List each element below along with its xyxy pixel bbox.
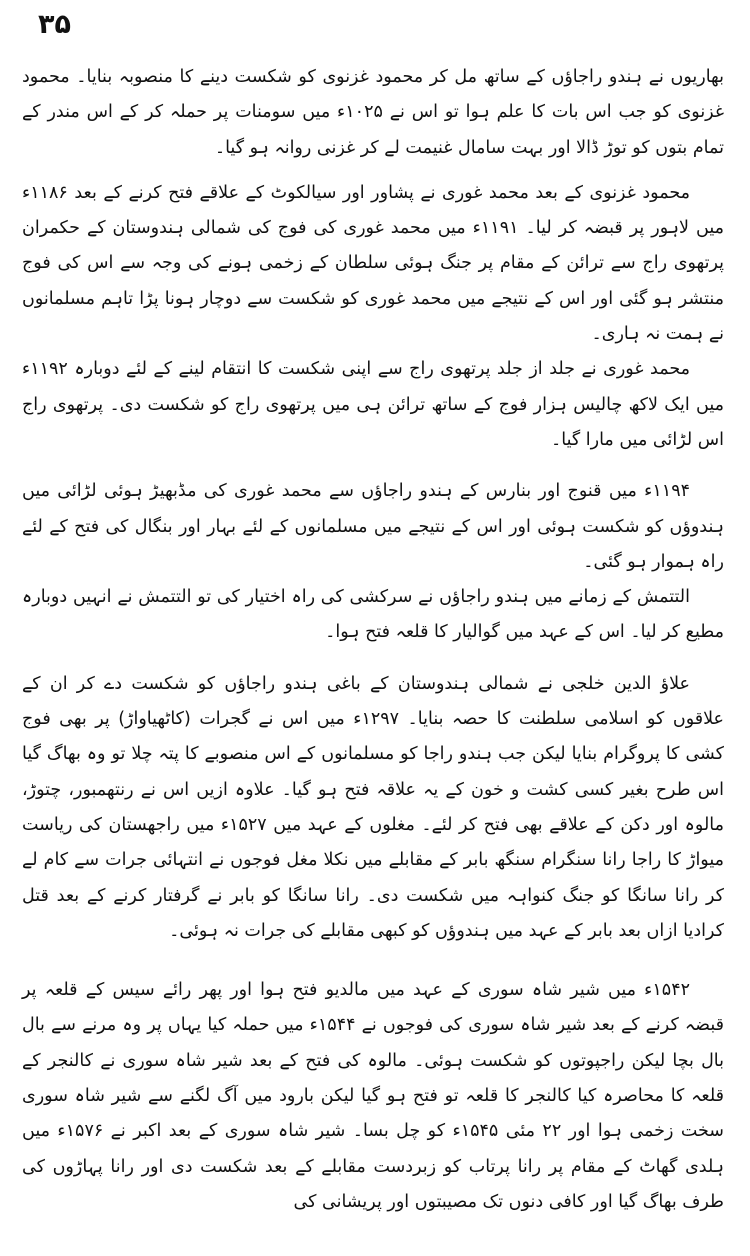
page-body <box>22 60 724 1220</box>
paragraph-ghori-tarain: محمود غزنوی کے بعد محمد غوری نے پشاور اور سیالکوٹ کے علاقے فتح کرنے کے بعد ۱۱۸۶ء میں لاہور پر قبضہ کر لیا۔ ۱۱۹۱ء میں محمد غوری کی فوج کی شمالی ہندوستان کے حکمران پرتھوی راج سے ترائن کے مقام پر جنگ ہوئی سلطان کے زخمی ہونے کی وجہ سے اس کی فوج منتشر ہو گئی اور اس کے نتیجے میں محمد غوری کو شکست سے دوچار ہونا پڑا تاہم مسلمانوں نے ہمت نہ ہاری۔ <box>22 182 724 345</box>
paragraph-ghori-revenge: محمد غوری نے جلد از جلد پرتھوی راج سے اپنی شکست کا انتقام لینے کے لئے دوبارہ ۱۱۹۲ء میں ایک لاکھ چالیس ہزار فوج کے ساتھ ترائن ہی میں پرتھوی راج کو شکست دی۔ پرتھوی راج اس لڑائی میں مارا گیا۔ <box>22 359 724 450</box>
paragraph-khalji-mughals: علاؤ الدین خلجی نے شمالی ہندوستان کے باغی ہندو راجاؤں کو شکست دے کر ان کے علاقوں کو اسلامی سلطنت کا حصہ بنایا۔ ۱۲۹۷ء میں اس نے گجرات (کاٹھیاواڑ) پر بھی فوج کشی کا پروگرام بنایا لیکن جب ہندو راجا کو مسلمانوں کے اس منصوبے کا پتہ چلا تو وہ بھاگ گیا اس طرح بغیر کسی کشت و خون کے یہ علاقہ فتح ہو گیا۔ علاوہ ازیں اس نے رنتھمبور، چتوڑ، مالوہ اور دکن کے علاقے بھی فتح کر لئے۔ مغلوں کے عہد میں ۱۵۲۷ء میں راجھستان کی ریاست میواڑ کا راجا رانا سنگرام سنگھ بابر کے مقابلے میں نکلا مغل فوجوں نے انتہائی جرات سے کام لے کر رانا سانگا کو جنگ کنواہہ میں شکست دی۔ رانا سانگا کو بابر نے گرفتار کرنے کے بعد قتل کرادیا ازاں بعد بابر کے عہد میں ہندوؤں کو کبھی مقابلے کی جرات نہ ہوئی۔ <box>22 673 724 941</box>
paragraph-kannauj-banaras: ۱۱۹۴ء میں قنوج اور بنارس کے ہندو راجاؤں سے محمد غوری کی مڈبھیڑ ہوئی لڑائی میں ہندوؤں کو شکست ہوئی اور اس کے نتیجے میں مسلمانوں کے لئے بہار اور بنگال کی فتح کے لئے راہ ہموار ہو گئی۔ <box>22 481 724 572</box>
paragraph-iltutmish: التتمش کے زمانے میں ہندو راجاؤں نے سرکشی کی راہ اختیار کی تو التتمش نے انہیں دوبارہ مطیع کر لیا۔ اس کے عہد میں گوالیار کا قلعہ فتح ہوا۔ <box>22 587 724 643</box>
paragraph-ghaznavi-somnath: بھاریوں نے ہندو راجاؤں کے ساتھ مل کر محمود غزنوی کو شکست دینے کا منصوبہ بنایا۔ محمود غزنوی کو جب اس بات کا علم ہوا تو اس نے ۱۰۲۵ء میں سومنات پر حملہ کر کے اس مندر کے تمام بتوں کو توڑ ڈالا اور بہت سامال غنیمت لے کر غزنی روانہ ہو گیا۔ <box>22 67 724 158</box>
page-number: ۳۵ <box>38 9 71 40</box>
paragraph-sher-shah-akbar: ۱۵۴۲ء میں شیر شاہ سوری کے عہد میں مالدیو فتح ہوا اور پھر رائے سیس کے قلعہ پر قبضہ کرنے کے بعد شیر شاہ سوری کی فوجوں نے ۱۵۴۴ء میں حملہ کیا یہاں پر وہ مرنے سے بال بال بچا لیکن راجپوتوں کو شکست ہوئی۔ مالوہ کی فتح کے بعد شیر شاہ سوری نے کالنجر کے قلعہ کا محاصرہ کیا کالنجر کا قلعہ تو فتح ہو گیا لیکن بارود میں آگ لگنے سے شیر شاہ سوری سخت زخمی ہوا اور ۲۲ مئی ۱۵۴۵ء کو چل بسا۔ شیر شاہ سوری کے بعد اکبر نے ۱۵۷۶ء میں ہلدی گھاٹ کے مقام پر رانا پرتاب کو زبردست مقابلے کے بعد شکست دی اور رانا پہاڑوں کی طرف بھاگ گیا اور کافی دنوں تک مصیبتوں اور پریشانی کی <box>22 980 724 1212</box>
